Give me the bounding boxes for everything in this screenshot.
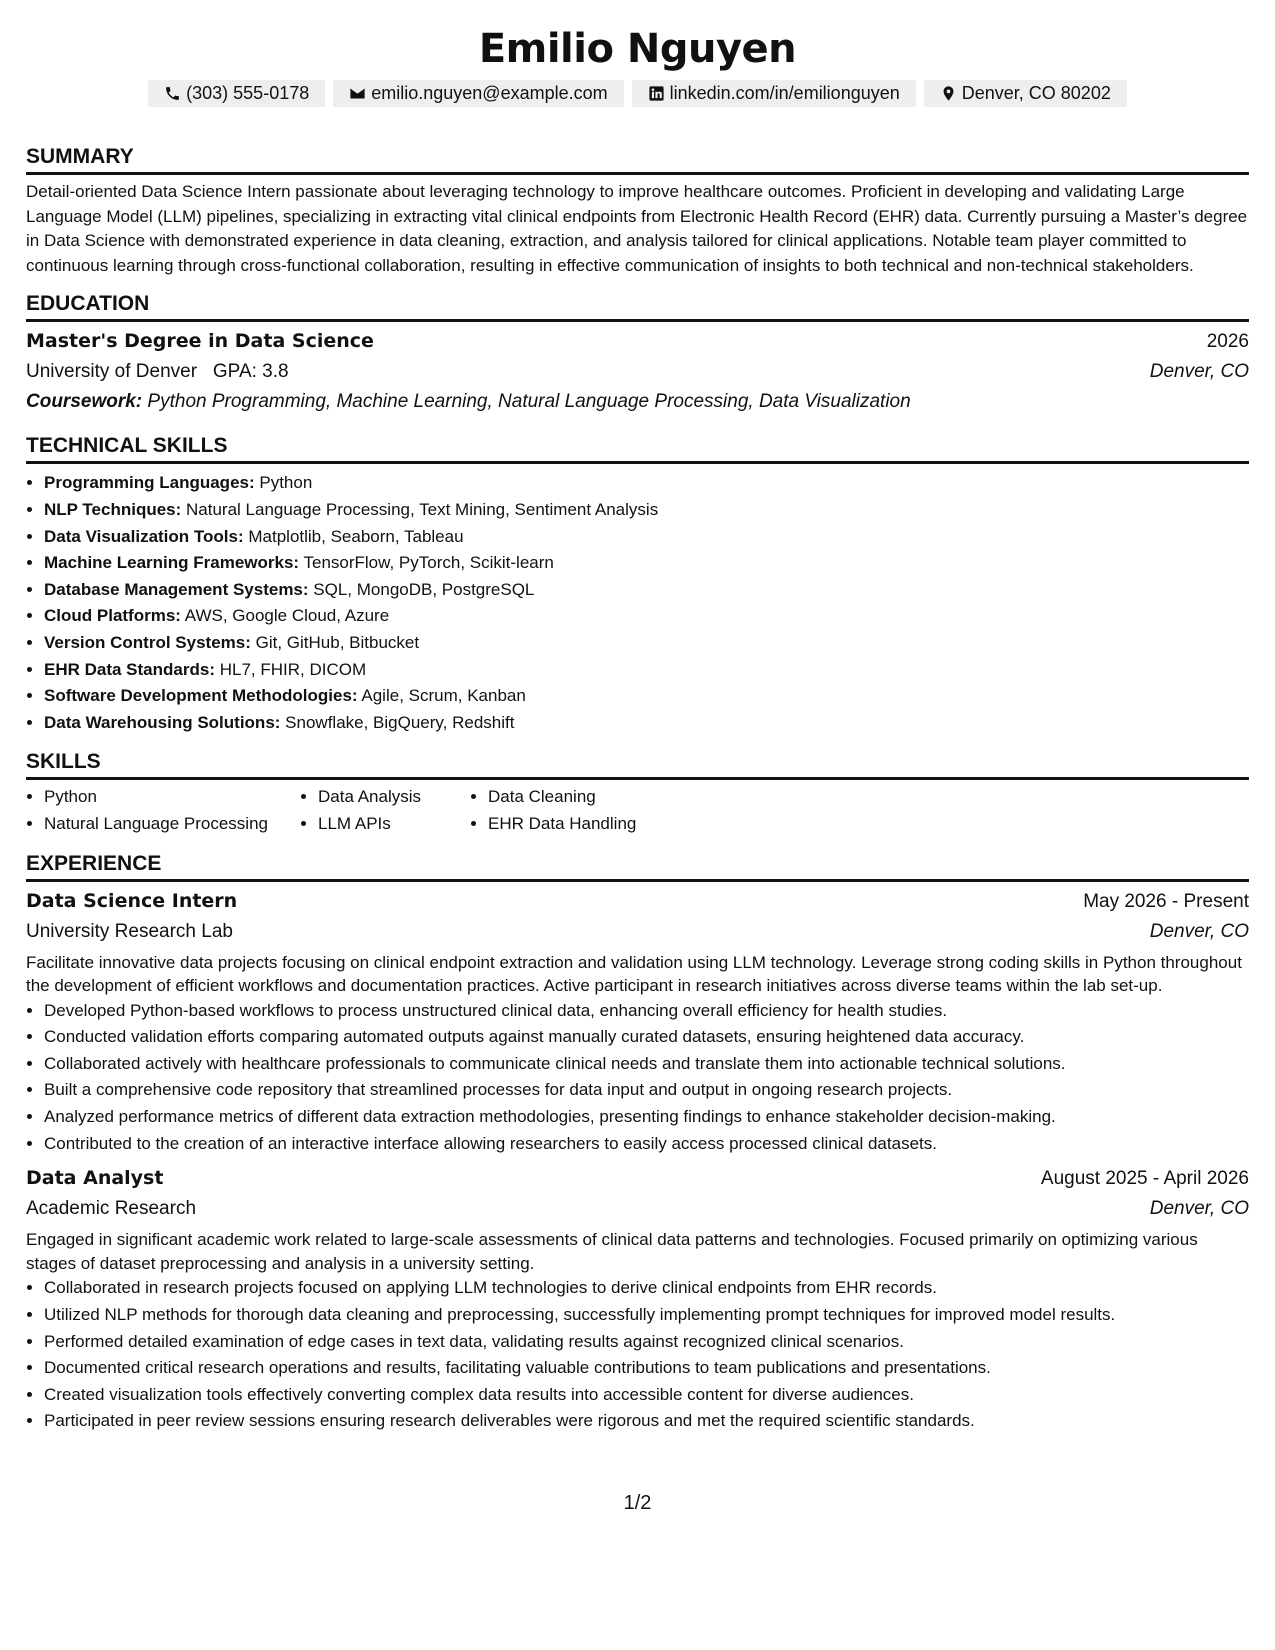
contact-linkedin bbox=[632, 80, 916, 107]
linkedin-url[interactable]: linkedin.com/in/emilionguyen bbox=[669, 83, 900, 103]
list-item: • NLP Techniques: Natural Language Processing, Text Mining, Sentiment Analysis bbox=[44, 497, 1249, 524]
job-location: Denver, CO bbox=[1149, 1198, 1249, 1220]
job-title: Data Science Intern bbox=[26, 889, 238, 912]
coursework-line bbox=[26, 387, 1249, 417]
section-title: SUMMARY bbox=[26, 142, 1249, 175]
list-item: • Conducted validation efforts comparing automated outputs against manually curated datasets, ensuring heightened data accuracy. bbox=[44, 1024, 1249, 1051]
list-item: • Collaborated actively with healthcare professionals to communicate clinical needs and translate them into actionable technical solutions. bbox=[44, 1051, 1249, 1078]
skills-column bbox=[470, 784, 688, 837]
school-name: University of Denver bbox=[26, 361, 198, 383]
summary-text: Detail-oriented Data Science Intern passionate about leveraging technology to improve healthcare outcomes. Proficient in developing and validating Large Language Model (LLM) pipelines, specializing in extracting vital clinical endpoints from Electronic Health Record (EHR) data. Currently pursuing a Master’s degree in Data Science with demonstrated experience in data cleaning, extraction, and analysis tailored for clinical applications. Notable team player committed to continuous learning through cross-functional collaboration, resulting in effective communication of insights to both technical and non-technical stakeholders. bbox=[26, 182, 1248, 275]
candidate-name: Emilio Nguyen bbox=[478, 26, 797, 72]
list-item: • LLM APIs bbox=[318, 811, 470, 838]
list-item: • Participated in peer review sessions ensuring research deliverables were rigorous and met the required scientific standards. bbox=[44, 1408, 1249, 1435]
phone-icon bbox=[164, 85, 181, 102]
job-dates: August 2025 - April 2026 bbox=[1040, 1168, 1249, 1190]
job-description: Facilitate innovative data projects focusing on clinical endpoint extraction and validation using LLM technology. Leverage strong coding skills in Python throughout the development of efficient workflows and documentation practices. Active participant in research initiatives across diverse teams within the lab set-up. bbox=[26, 952, 1242, 996]
list-item: • Database Management Systems: SQL, MongoDB, PostgreSQL bbox=[44, 577, 1249, 604]
coursework-label: Coursework: bbox=[26, 391, 143, 413]
job-description: Engaged in significant academic work related to large-scale assessments of clinical data patterns and technologies. Focused primarily on optimizing various stages of dataset preprocessing and analysis in a university setting. bbox=[26, 1230, 1198, 1273]
list-item: • Collaborated in research projects focused on applying LLM technologies to derive clinical endpoints from EHR records. bbox=[44, 1275, 1249, 1302]
list-item: • Developed Python-based workflows to process unstructured clinical data, enhancing overall efficiency for health studies. bbox=[44, 998, 1249, 1025]
section-title: EXPERIENCE bbox=[26, 849, 1249, 882]
school-location: Denver, CO bbox=[1149, 361, 1249, 383]
list-item: • Software Development Methodologies: Agile, Scrum, Kanban bbox=[44, 683, 1249, 710]
list-item: • Documented critical research operations and results, facilitating valuable contributions to team publications and presentations. bbox=[44, 1355, 1249, 1382]
list-item: • Version Control Systems: Git, GitHub, Bitbucket bbox=[44, 630, 1249, 657]
list-item: • Data Analysis bbox=[318, 784, 470, 811]
linkedin-icon bbox=[648, 85, 665, 102]
list-item: • Python bbox=[44, 784, 300, 811]
list-item: • EHR Data Handling bbox=[488, 811, 688, 838]
list-item: • Programming Languages: Python bbox=[44, 470, 1249, 497]
list-item: • Utilized NLP methods for thorough data cleaning and preprocessing, successfully implementing prompt techniques for improved model results. bbox=[44, 1302, 1249, 1329]
list-item: • Created visualization tools effectively converting complex data results into accessible content for diverse audiences. bbox=[44, 1382, 1249, 1409]
list-item: • Built a comprehensive code repository that streamlined processes for data input and output in ongoing research projects. bbox=[44, 1077, 1249, 1104]
contact-phone bbox=[148, 80, 325, 107]
degree-title: Master's Degree in Data Science bbox=[26, 330, 374, 353]
contact-email bbox=[333, 80, 623, 107]
job-entry bbox=[26, 1163, 1249, 1435]
list-item: • Cloud Platforms: AWS, Google Cloud, Azure bbox=[44, 603, 1249, 630]
list-item: • Machine Learning Frameworks: TensorFlow, PyTorch, Scikit-learn bbox=[44, 550, 1249, 577]
email-address[interactable]: emilio.nguyen@example.com bbox=[371, 83, 608, 103]
coursework-list: Python Programming, Machine Learning, Natural Language Processing, Data Visualization bbox=[147, 391, 911, 413]
skills-column bbox=[26, 784, 300, 837]
skills-column bbox=[300, 784, 470, 837]
map-pin-icon bbox=[940, 85, 957, 102]
graduation-year: 2026 bbox=[1206, 331, 1249, 353]
list-item: • Performed detailed examination of edge cases in text data, validating results against recognized clinical scenarios. bbox=[44, 1329, 1249, 1356]
resume-page bbox=[26, 0, 1249, 1435]
job-bullets bbox=[26, 1275, 1249, 1435]
summary-section bbox=[26, 142, 1249, 278]
experience-section bbox=[26, 849, 1249, 1436]
school-line bbox=[26, 357, 289, 387]
location-text: Denver, CO 80202 bbox=[961, 83, 1111, 103]
list-item: • Contributed to the creation of an interactive interface allowing researchers to easily access processed clinical datasets. bbox=[44, 1131, 1249, 1158]
employer: Academic Research bbox=[26, 1198, 197, 1220]
envelope-icon bbox=[349, 85, 366, 102]
section-title: EDUCATION bbox=[26, 289, 1249, 322]
list-item: • Natural Language Processing bbox=[44, 811, 300, 838]
job-bullets bbox=[26, 998, 1249, 1158]
list-item: • Data Visualization Tools: Matplotlib, Seaborn, Tableau bbox=[44, 524, 1249, 551]
job-entry bbox=[26, 886, 1249, 1158]
phone-number[interactable]: (303) 555-0178 bbox=[186, 83, 310, 103]
skills-section bbox=[26, 747, 1249, 837]
technical-skills-section bbox=[26, 431, 1249, 736]
section-title: SKILLS bbox=[26, 747, 1249, 780]
contact-location bbox=[924, 80, 1127, 107]
page-number: 1/2 bbox=[623, 1492, 652, 1514]
section-title: TECHNICAL SKILLS bbox=[26, 431, 1249, 464]
contact-bar bbox=[26, 80, 1249, 107]
technical-skills-list bbox=[26, 470, 1249, 736]
education-section bbox=[26, 289, 1249, 417]
list-item: • Analyzed performance metrics of different data extraction methodologies, presenting findings to enhance stakeholder decision-making. bbox=[44, 1104, 1249, 1131]
job-location: Denver, CO bbox=[1149, 920, 1249, 942]
list-item: • Data Cleaning bbox=[488, 784, 688, 811]
gpa: GPA: 3.8 bbox=[212, 361, 289, 383]
job-dates: May 2026 - Present bbox=[1083, 890, 1249, 912]
job-title: Data Analyst bbox=[26, 1167, 164, 1190]
list-item: • Data Warehousing Solutions: Snowflake, BigQuery, Redshift bbox=[44, 710, 1249, 737]
employer: University Research Lab bbox=[26, 920, 233, 942]
skills-columns bbox=[26, 784, 1249, 837]
list-item: • EHR Data Standards: HL7, FHIR, DICOM bbox=[44, 657, 1249, 684]
